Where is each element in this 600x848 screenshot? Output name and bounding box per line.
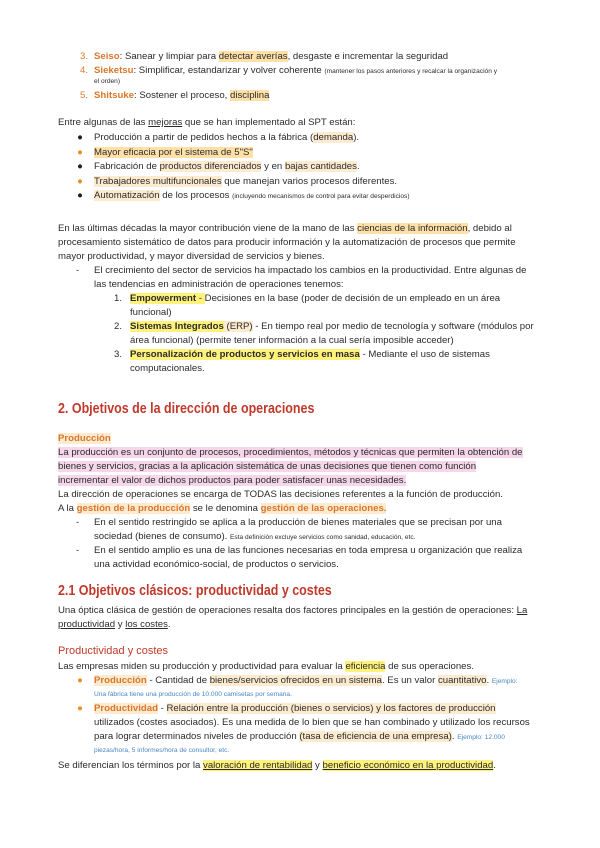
dash-item: - El crecimiento del sector de servicios ha impactado los cambios en la productividad. Entre algunas de — [76, 265, 527, 276]
section-title: 2.1 Objetivos clásicos: productividad y costes — [58, 583, 332, 599]
top-numbered-list — [0, 50, 600, 103]
highlight: detectar averías — [218, 51, 288, 62]
section21-paragraph: Una óptica clásica de gestión de operaciones resalta dos factores principales en la gestión de operaciones: La productividad y los costes. — [58, 605, 528, 630]
bullet-icon: ● — [77, 161, 83, 172]
section-heading — [0, 582, 600, 600]
mejoras-section — [0, 116, 600, 204]
list-item: ● Trabajadores multifuncionales que manejan varios procesos diferentes. — [77, 175, 398, 187]
highlight: ciencias de la información — [357, 223, 468, 234]
section-title: 2. Objetivos de la dirección de operaciones — [58, 401, 315, 417]
mejoras-intro: Entre algunas de las mejoras que se han implementado al SPT están: — [58, 117, 356, 128]
list-item: ● Fabricación de productos diferenciados y en bajas cantidades. — [77, 161, 360, 172]
list-item: ● Producción a partir de pedidos hechos a la fábrica (demanda). — [77, 132, 360, 143]
section-heading — [0, 400, 600, 418]
bullet-icon: ● — [77, 190, 83, 201]
subsection-heading — [0, 644, 600, 658]
bullet-icon: ● — [77, 175, 83, 187]
list-item: 5. Shitsuke: Sostener el proceso, disciplina — [0, 89, 600, 103]
term-shitsuke: Shitsuke — [94, 90, 134, 101]
list-item: 4. Sieketsu: Simplificar, estandarizar y volver coherente (mantener los pasos anteriores y recalcar la organización y — [0, 64, 600, 78]
produccion-label: Producción — [58, 433, 111, 444]
produccion-paragraph: Producción La producción es un conjunto de procesos, procedimientos, métodos y técnicas que permiten la obtención de bienes y servicios, gracias a la aplicación sistemática de unas decisiones que tienen como función incrementar el valor de dichos productos para poder satisfacer unas necesidades. La dirección de operaciones se encarga de TODAS las decisiones referentes a la función de producción. A la gestión de la producción se le denomina gestión de las operaciones. - En el sentido restringido se aplica a la producción de bienes materiales que se precisan por una sociedad (bienes de consumo). Esta definición excluye servicios como sanidad, educación, etc. - En el sentido amplio es una de las funciones necesarias en toda empresa u organización que realiza una actividad económico-social, de productos o servicios. — [0, 432, 600, 572]
productividad-paragraph: Las empresas miden su producción y productividad para evaluar la eficiencia de sus operaciones. ● Producción - Cantidad de bienes/servicios ofrecidos en un sistema. Es un valor cuantitativo. Ejemplo: Una fábrica tiene una producción de 10.000 camisetas por semana. ● Productividad - Relación entre la producción (bienes o servicios) y los factores de producción utilizados (costes asociados). Es una medida de lo bien que se han combinado y utilizado los recursos para lograr determinados niveles de producción (tasa de eficiencia de una empresa). Ejemplo: 12.000 piezas/hora, 5 informes/hora de consultor, etc. — [0, 660, 600, 758]
dash-item: - En el sentido amplio es una de las funciones necesarias en toda empresa u organización que realiza — [76, 545, 523, 556]
list-item: ● Producción - Cantidad de bienes/servicios ofrecidos en un sistema. Es un valor cuantitativo. Ejemplo: — [77, 675, 518, 686]
list-item: 3. Personalización de productos y servicios en masa - Mediante el uso de sistemas — [113, 349, 490, 360]
bullet-icon: ● — [77, 703, 83, 714]
list-item: ● Mayor eficacia por el sistema de 5"S" — [77, 146, 253, 158]
highlight: disciplina — [230, 90, 270, 101]
dash-item: - En el sentido restringido se aplica a la producción de bienes materiales que se precisan por una — [76, 517, 502, 528]
term-seiso: Seiso — [94, 51, 120, 62]
bullet-icon: ● — [77, 132, 83, 143]
closing-paragraph: Se diferencian los términos por la valoración de rentabilidad y beneficio económico en la productividad. — [58, 760, 496, 771]
list-number: 5. — [79, 90, 88, 101]
bullet-icon: ● — [77, 675, 83, 686]
term-sieketsu: Sieketsu — [94, 65, 134, 76]
list-number: 4. — [79, 65, 88, 76]
list-item-continuation: el orden) — [94, 78, 121, 85]
bullet-icon: ● — [77, 146, 83, 158]
subsection-title: Productividad y costes — [58, 645, 169, 657]
list-item: 3. Seiso: Sanear y limpiar para detectar averías, desgaste e incrementar la seguridad — [0, 50, 600, 64]
list-item: ● Automatización de los procesos (incluyendo mecanismos de control para evitar desperdicios) — [77, 190, 410, 201]
ciencias-paragraph: En las últimas décadas la mayor contribución viene de la mano de las ciencias de la información, debido al procesamiento sistemático de datos para producir información y la automatización de procesos que permite mayor productividad, y mayor diversidad de servicios y bienes. - El crecimiento del sector de servicios ha impactado los cambios en la productividad. Entre algunas de las tendencias en administración de operaciones tenemos: 1. Empowerment - Decisiones en la base (poder de decisión de un empleado en un área funcional) 2. Sistemas Integrados (ERP) - En tiempo real por medio de tecnología y software (módulos por área funcional) (permite tener información a la cual sería imposible acceder) 3. Personalización de productos y servicios en masa - Mediante el uso de sistemas computacionales. — [0, 222, 600, 376]
list-number: 3. — [79, 51, 88, 62]
list-item: 2. Sistemas Integrados (ERP) - En tiempo real por medio de tecnología y software (módulos por — [113, 321, 534, 332]
list-item: 1. Empowerment - Decisiones en la base (poder de decisión de un empleado en un área — [113, 293, 501, 304]
list-item: ● Productividad - Relación entre la producción (bienes o servicios) y los factores de producción — [77, 703, 496, 714]
